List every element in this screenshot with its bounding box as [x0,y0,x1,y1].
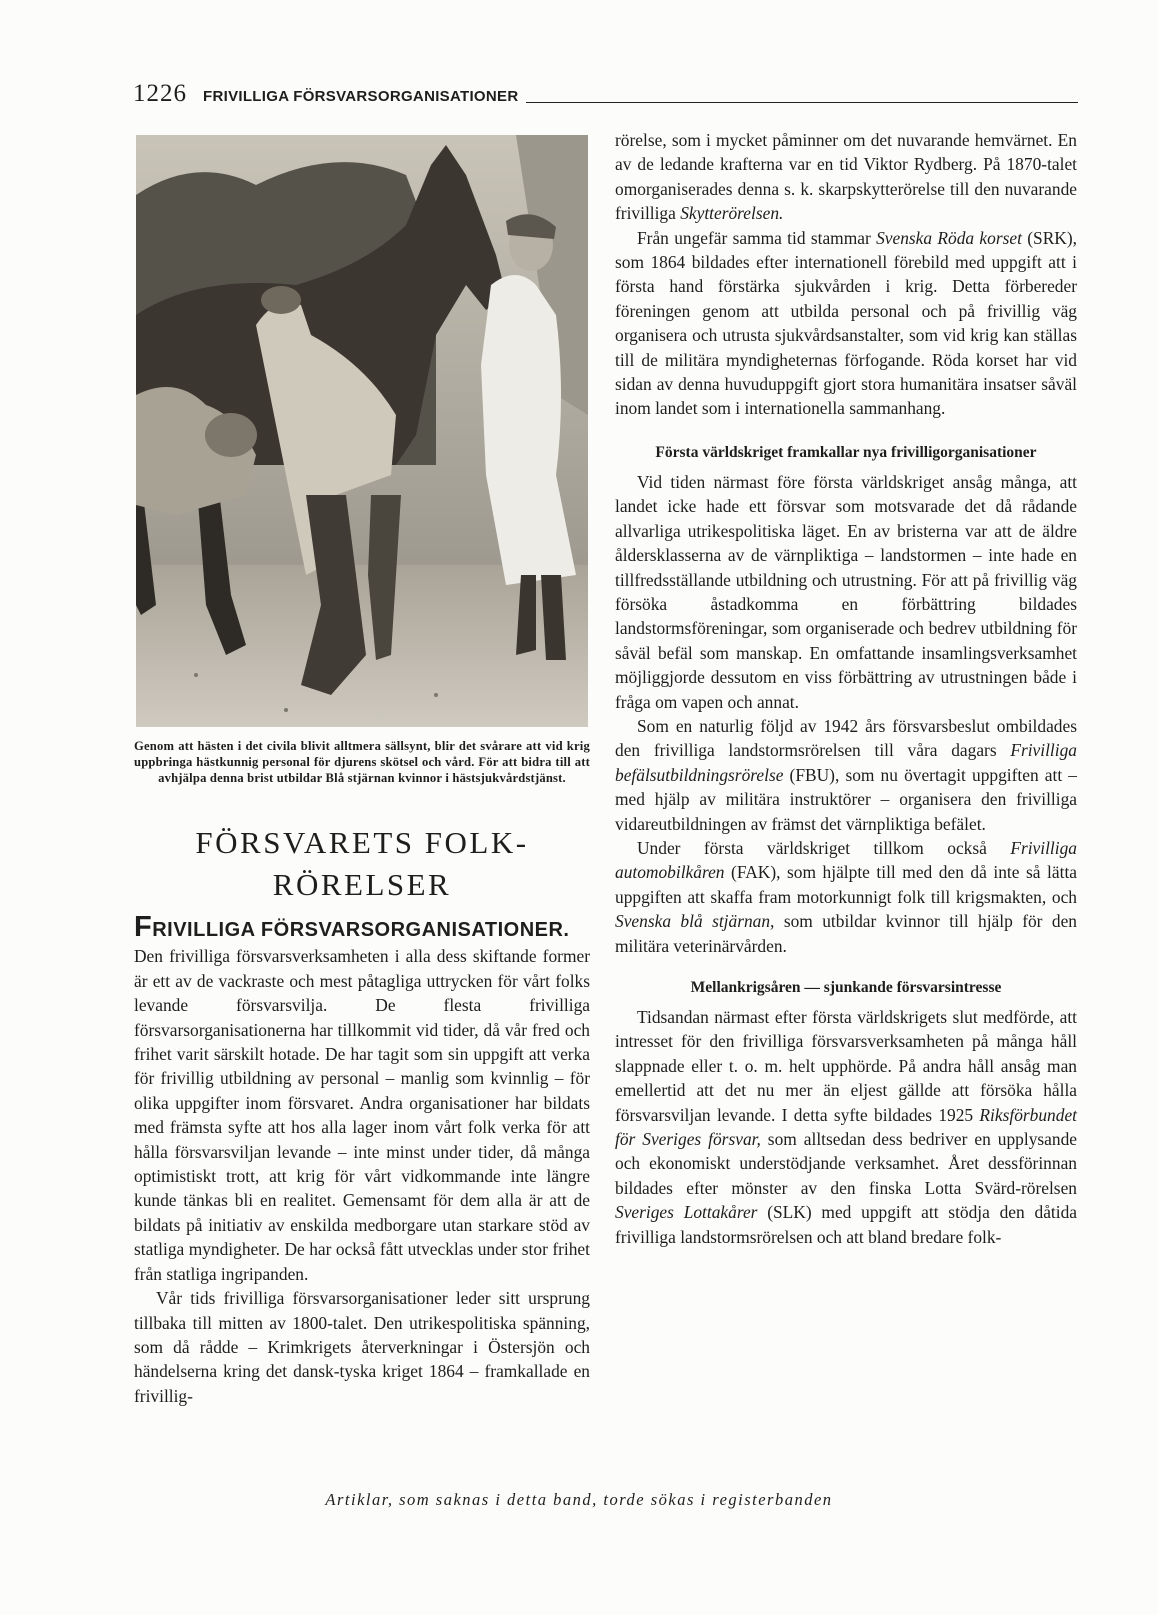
page-number: 1226 [133,80,187,107]
right-paragraph-2: Från ungefär samma tid stammar Svenska Röda korset (SRK), som 1864 bildades efter internationell förebild med uppgift att i första hand förstärka sjukvården i krig. Detta förbereder föreningen genom att utbilda personal och på frivillig väg organisera och utrusta sjukvårdsanstalter, som vid krig kan ställas till de militära myndigheternas förfogande. Röda korset har vid sidan av denna huvuduppgift gjort stora humanitära insatser såväl inom landet som i internationella sammanhang. [615,227,1077,419]
right-paragraph-1: rörelse, som i mycket påminner om det nuvarande hemvärnet. En av de ledande krafterna var en tid Viktor Rydberg. På 1870-talet omorganiserades denna s. k. skarpskytterörelse till den nuvarande frivilliga Skytterörelsen. [615,130,1077,224]
right-column [615,128,1077,1249]
right-paragraph-3: Vid tiden närmast före första världskriget ansåg många, att landet icke hade ett försvar som motsvarade det då rådande allvarliga utrikespolitiska läget. En av bristerna var att de äldre åldersklasserna av de värnpliktiga – landstormen – inte hade en tillfredsställande utbildning och utrustning. För att på frivillig väg försöka åstadkomma en förbättring bildades landstormsföreningar, som organiserade och bedrev utbildning för såväl befäl som manskap. En omfattande insamlingsverksamhet möjliggjorde dessutom en viss förbättring av utrustningen både i fråga om vapen och annat. [615,471,1077,712]
chapter-heading-interwar: Mellankrigsåren — sjunkande försvarsintresse [690,979,1002,996]
horse-photo-illustration [136,135,588,727]
page-header [133,78,1078,106]
photo-caption: Genom att hästen i det civila blivit alltmera sällsynt, blir det svårare att vid krig uppbringa hästkunnig personal för djurens skötsel och vård. För att bidra till att avhjälpa denna brist utbildar Blå stjärnan kvinnor i hästsjukvårdstjänst. [134,739,590,786]
footer-note: Artiklar, som saknas i detta band, torde sökas i registerbanden [325,1490,833,1509]
horse-photo [136,135,588,727]
left-paragraph-1: Den frivilliga försvarsverksamheten i alla dess skiftande former är ett av de vackraste och mest påtagliga uttrycken för vårt folks levande försvarsvilja. De flesta frivilliga försvarsorganisationerna har tillkommit vid tider, då vår fred och frihet varit särskilt hotade. De har tagit som sin uppgift att verka för frivillig utbildning av personal – manlig som kvinnlig – för olika uppgifter inom försvaret. Andra organisationer har bildats med främsta syfte att hos alla lager inom vårt folk verka för att hålla försvarsviljan levande – inte minst under tider, då många optimistiskt trott, att krig för vårt vidkommande inte längre kunde tänkas bli en realitet. Gemensamt för dem alla är att de bildats på initiativ av enskilda medborgare utan starkare stöd av statliga myndigheter. De har också fått utvecklas under stor frihet från statliga ingripanden. [134,946,590,1284]
header-rule [526,102,1078,103]
right-paragraph-5: Under första världskriget tillkom också Frivilliga automobilkåren (FAK), som hjälpte till med den då inte så lätta uppgiften att skaffa fram motorkunnigt folk till krigsmakten, och Svenska blå stjärnan, som utbildar kvinnor till hjälp för den militära veterinärvården. [615,837,1077,956]
right-paragraph-6: Tidsandan närmast efter första världskrigets slut medförde, att intresset för den frivilliga försvarsverksamheten på många håll slappnade eller t. o. m. helt upphörde. På andra håll ansåg man emellertid att det nu mer än eljest gällde att försöka hålla försvarsviljan levande. I detta syfte bildades 1925 Riksförbundet för Sveriges försvar, som alltsedan dess bedriver en upplysande och ekonomiskt understödjande verksamhet. Året dessförinnan bildades efter mönster av den finska Lotta Svärd-rörelsen Sveriges Lottakårer (SLK) med uppgift att stödja den dåtida frivilliga landstormsrörelsen och att bland bredare folk- [615,1007,1077,1247]
right-paragraph-4: Som en naturlig följd av 1942 års försvarsbeslut ombildades den frivilliga landstormsrörelsen till våra dagars Frivilliga befälsutbildningsrörelse (FBU), som nu övertagit uppgiften att – med hjälp av militära instruktörer – organisera den frivilliga vidareutbildningen av främst det värnpliktiga befälet. [615,715,1077,834]
left-paragraph-2: Vår tids frivilliga försvarsorganisationer leder sitt ursprung tillbaka till mitten av 1800-talet. Den utrikespolitiska spänning, som då rådde – Krimkrigets återverkningar i Östersjön och händelserna kring det dansk-tyska kriget 1864 – framkallade en frivillig- [134,1288,590,1406]
running-title: FRIVILLIGA FÖRSVARSORGANISATIONER [203,88,519,105]
section-heading-line2: RÖRELSER [272,867,452,902]
article-subheading: FRIVILLIGA FÖRSVARSORGANISATIONER. [134,911,570,943]
section-heading-line1: FÖRSVARETS FOLK- [195,825,529,860]
section-heading [134,822,590,906]
chapter-heading-ww1: Första världskriget framkallar nya frivilligorganisationer [655,443,1037,461]
left-column [134,911,590,1408]
